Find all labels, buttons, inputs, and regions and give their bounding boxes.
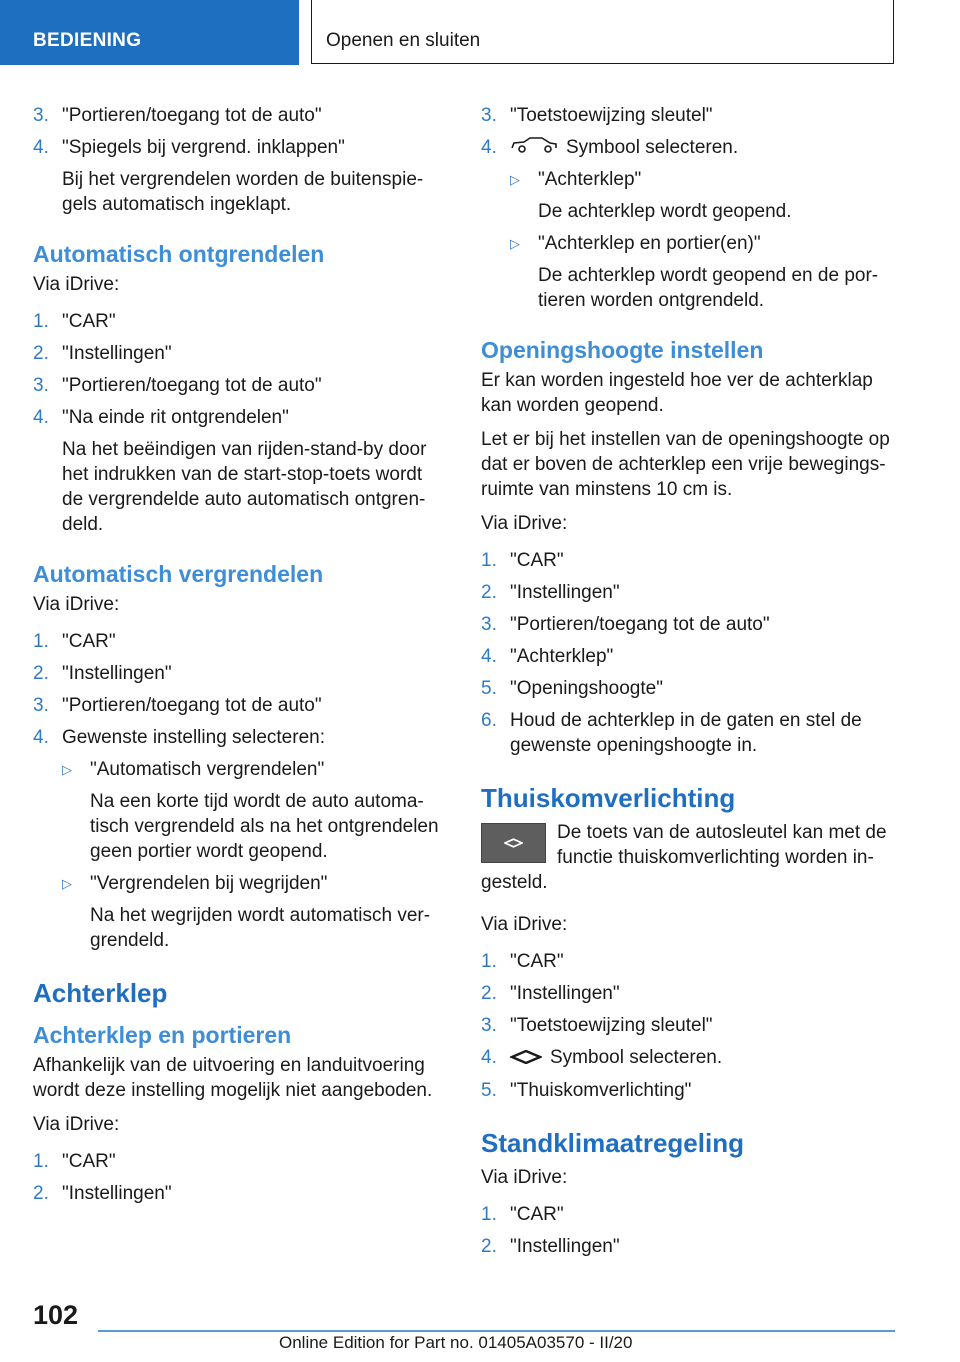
list-text: Houd de achterklep in de gaten en stel de gewenste openingshoogte in. <box>510 710 862 757</box>
triangle-bullet-icon: ▷ <box>62 762 72 777</box>
list-number: 3. <box>33 375 49 396</box>
triangle-bullet-icon: ▷ <box>62 876 72 891</box>
list-item <box>33 661 443 686</box>
list-text: "Portieren/toegang tot de auto" <box>510 614 770 636</box>
list-number: 4. <box>33 407 49 428</box>
list-text: "Instellingen" <box>62 1183 172 1204</box>
section-heading: Automatisch ontgrendelen <box>33 241 325 267</box>
sub-list-description: Na een korte tijd wordt de auto automa-tisch vergrendeld als na het ontgrendelen geen portier wordt geopend. <box>90 791 439 862</box>
list-item <box>481 949 891 974</box>
list-number: 1. <box>33 631 49 652</box>
list-item <box>33 693 443 718</box>
via-idrive: Via iDrive: <box>33 594 120 615</box>
list-text: "Openingshoogte" <box>510 678 663 700</box>
list-item <box>481 580 891 605</box>
triangle-bullet-icon: ▷ <box>510 172 520 188</box>
key-button-image <box>481 823 546 863</box>
list-number: 2. <box>33 343 49 364</box>
list-item <box>33 725 443 750</box>
list-text: "Na einde rit ontgrendelen" <box>62 407 289 428</box>
list-item <box>481 103 891 128</box>
list-number: 2. <box>481 983 497 1005</box>
list-text: Symbool selecteren. <box>550 1047 723 1069</box>
header-chapter-box <box>311 0 894 64</box>
list-number: 3. <box>481 1015 497 1037</box>
list-text: "Instellingen" <box>62 663 172 684</box>
list-text: "Instellingen" <box>510 983 620 1005</box>
list-number: 3. <box>33 105 49 126</box>
list-text: "CAR" <box>62 1151 116 1172</box>
header-section-tab <box>0 0 299 65</box>
paragraph: Er kan worden ingesteld hoe ver de achterklap kan worden geopend. <box>481 370 873 417</box>
list-number: 5. <box>481 1079 497 1101</box>
list-text: "Instellingen" <box>510 1235 620 1257</box>
list-text: "Portieren/toegang tot de auto" <box>62 695 322 716</box>
list-description: Na het beëindigen van rijden-stand-by door het indrukken van de start-stop-toets wordt de vergrendelde auto automatisch ontgren-deld. <box>62 439 427 535</box>
list-item <box>481 548 891 573</box>
paragraph: De toets van de autosleutel kan met de functie thuiskomverlichting worden in-gesteld. <box>481 822 887 894</box>
list-number: 1. <box>481 550 497 572</box>
list-text: "CAR" <box>510 1203 564 1225</box>
list-item <box>481 676 891 701</box>
list-text: "CAR" <box>510 550 564 572</box>
list-item <box>481 1013 891 1038</box>
diamond-icon <box>504 838 523 848</box>
sub-list-text: "Achterklep en portier(en)" <box>538 233 761 255</box>
sub-list-text: "Vergrendelen bij wegrijden" <box>90 873 328 894</box>
list-number: 1. <box>33 311 49 332</box>
header-chapter-label: Openen en sluiten <box>326 30 481 51</box>
via-idrive: Via iDrive: <box>33 274 120 295</box>
sub-list-text: "Achterklep" <box>538 169 642 191</box>
list-item <box>481 1202 891 1227</box>
list-item <box>481 1234 891 1259</box>
list-number: 1. <box>33 1151 49 1172</box>
chapter-heading: Standklimaatregeling <box>481 1127 744 1158</box>
list-text: "Achterklep" <box>510 646 614 668</box>
list-number: 4. <box>481 1047 497 1069</box>
sub-list-item <box>33 871 443 953</box>
list-item <box>481 1078 891 1103</box>
list-item <box>481 1045 891 1070</box>
sub-list-description: Na het wegrijden wordt automatisch ver-grendeld. <box>90 905 431 951</box>
left-column <box>33 103 443 1213</box>
car-icon <box>510 135 558 160</box>
list-number: 4. <box>33 727 49 748</box>
list-number: 1. <box>481 1203 497 1225</box>
via-idrive: Via iDrive: <box>481 1166 568 1188</box>
list-text: Gewenste instelling selecteren: <box>62 727 325 748</box>
list-item <box>481 708 891 758</box>
list-text: "Toetstoewijzing sleutel" <box>510 105 713 126</box>
triangle-bullet-icon: ▷ <box>510 236 520 252</box>
list-text: "Instellingen" <box>62 343 172 364</box>
list-item <box>33 309 443 334</box>
list-number: 4. <box>481 646 497 668</box>
sub-list-description: De achterklep wordt geopend en de por-tieren worden ontgrendeld. <box>538 265 879 312</box>
list-item <box>481 644 891 669</box>
list-number: 4. <box>33 137 49 158</box>
list-number: 1. <box>481 951 497 973</box>
list-number: 3. <box>481 614 497 636</box>
list-text: "Portieren/toegang tot de auto" <box>62 105 322 126</box>
list-text: Symbool selecteren. <box>566 137 739 158</box>
list-number: 3. <box>33 695 49 716</box>
via-idrive: Via iDrive: <box>481 914 568 936</box>
page-number: 102 <box>33 1300 79 1330</box>
list-item <box>481 612 891 637</box>
list-item <box>33 341 443 366</box>
sub-list-description: De achterklep wordt geopend. <box>538 201 792 223</box>
via-idrive: Via iDrive: <box>481 513 568 535</box>
chapter-heading: Thuiskomverlichting <box>481 783 736 814</box>
list-item <box>33 629 443 654</box>
list-number: 3. <box>481 105 497 126</box>
list-item <box>33 1149 443 1174</box>
footer-edition: Online Edition for Part no. 01405A03570 - II/20 <box>279 1333 633 1352</box>
section-heading: Openingshoogte instellen <box>481 337 764 364</box>
list-description: Bij het vergrendelen worden de buitenspie-gels automatisch ingeklapt. <box>62 169 424 215</box>
section-heading: Achterklep en portieren <box>33 1022 292 1048</box>
list-item <box>33 373 443 398</box>
list-number: 2. <box>33 1183 49 1204</box>
footer-divider <box>98 1330 895 1332</box>
list-text: "Toetstoewijzing sleutel" <box>510 1015 713 1037</box>
list-number: 2. <box>481 582 497 604</box>
list-number: 2. <box>33 663 49 684</box>
sub-list-item <box>481 167 891 224</box>
list-number: 6. <box>481 710 497 732</box>
diamond-icon <box>510 1046 542 1071</box>
list-item <box>33 1181 443 1206</box>
list-number: 2. <box>481 1235 497 1257</box>
section-heading: Automatisch vergrendelen <box>33 561 324 587</box>
paragraph: Let er bij het instellen van de openingshoogte op dat er boven de achterklep een vrije bewegings-ruimte van minstens 10 cm is. <box>481 429 890 501</box>
list-item <box>481 135 891 160</box>
list-text: "Thuiskomverlichting" <box>510 1079 692 1101</box>
chapter-heading: Achterklep <box>33 978 168 1008</box>
list-text: "Portieren/toegang tot de auto" <box>62 375 322 396</box>
list-item <box>481 981 891 1006</box>
paragraph: Afhankelijk van de uitvoering en landuitvoering wordt deze instelling mogelijk niet aangeboden. <box>33 1055 433 1101</box>
list-item <box>33 103 443 128</box>
list-text: "CAR" <box>62 631 116 652</box>
sub-list-item <box>481 231 891 313</box>
list-number: 5. <box>481 678 497 700</box>
list-text: "CAR" <box>510 951 564 973</box>
list-text: "Spiegels bij vergrend. inklappen" <box>62 137 345 158</box>
via-idrive: Via iDrive: <box>33 1114 120 1135</box>
sub-list-item <box>33 757 443 864</box>
list-item <box>33 135 443 217</box>
list-text: "Instellingen" <box>510 582 620 604</box>
list-number: 4. <box>481 137 497 158</box>
sub-list-text: "Automatisch vergrendelen" <box>90 759 325 780</box>
header-section-label: BEDIENING <box>33 30 142 51</box>
list-item <box>33 405 443 537</box>
list-text: "CAR" <box>62 311 116 332</box>
right-column <box>481 103 891 1266</box>
